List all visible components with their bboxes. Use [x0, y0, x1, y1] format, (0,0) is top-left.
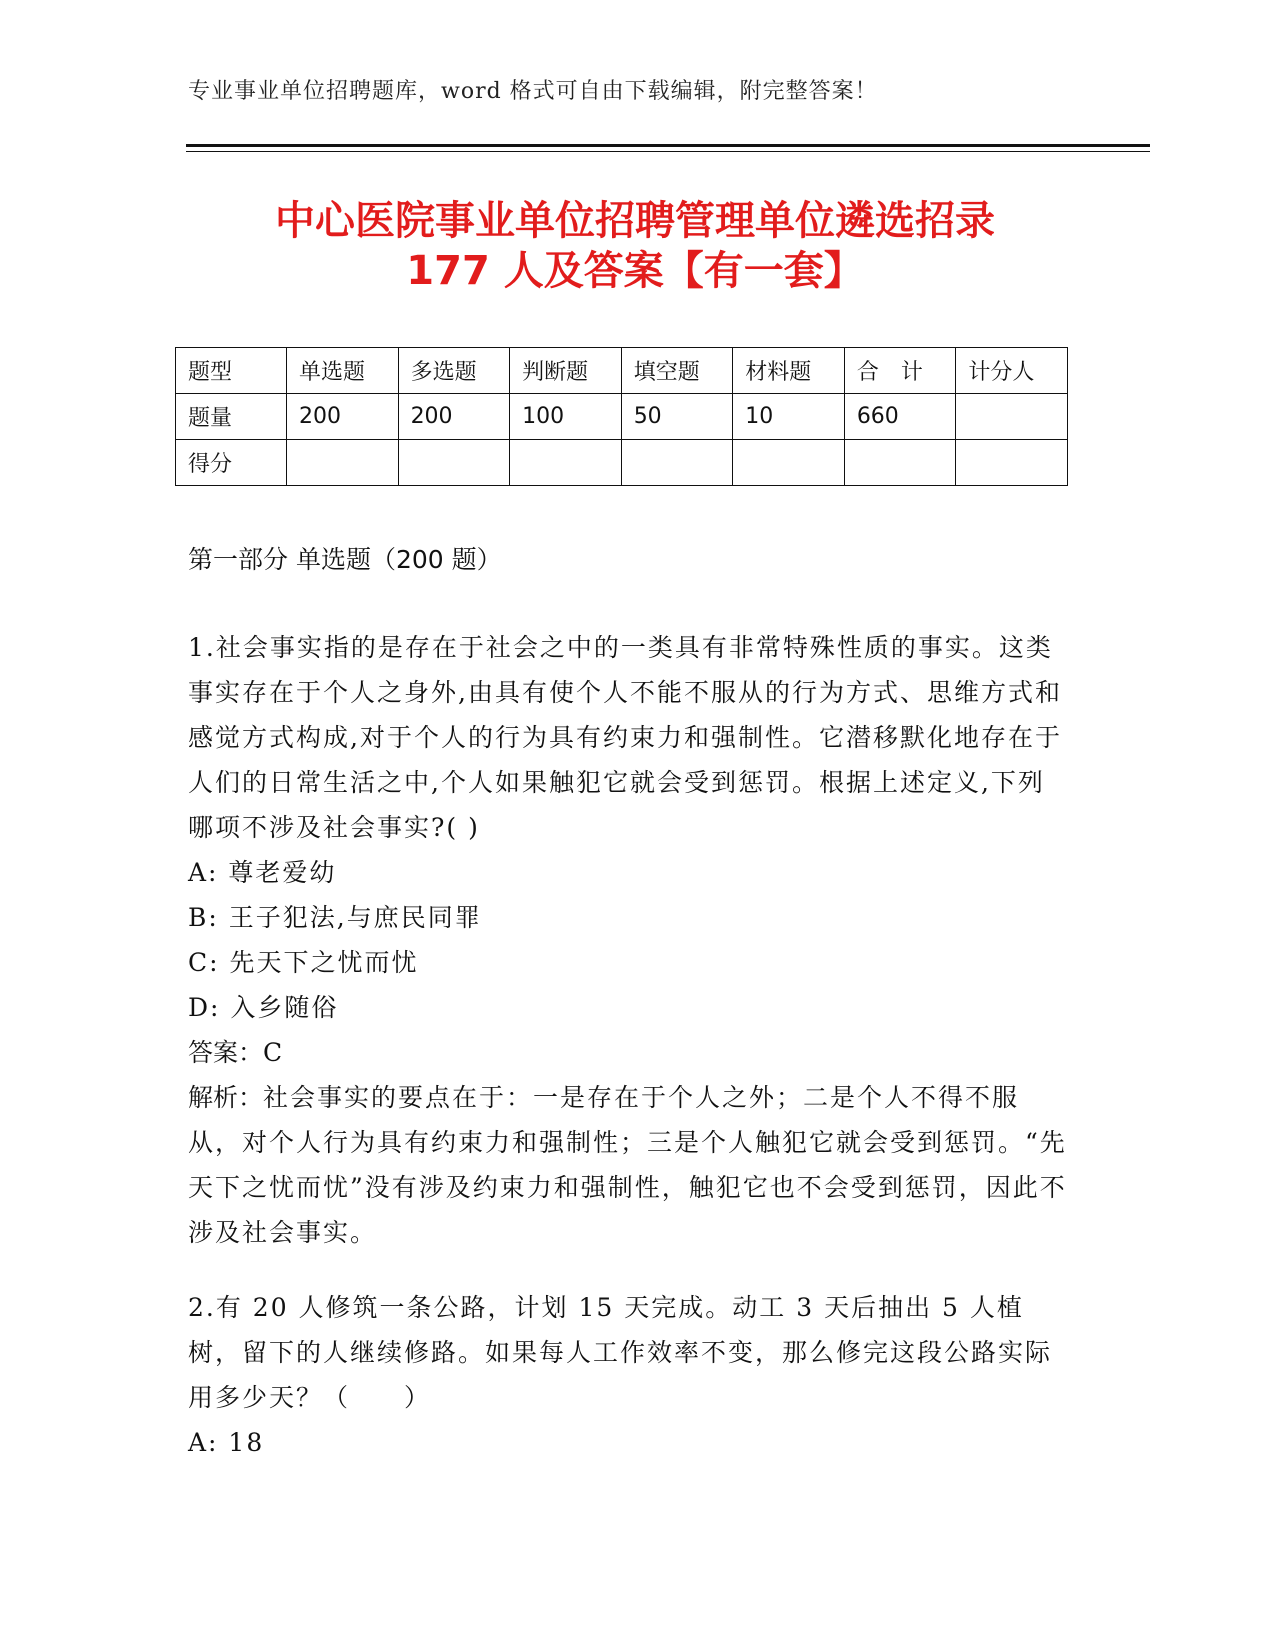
table-cell	[733, 440, 845, 486]
option-b: B: 王子犯法,与庶民同罪	[188, 903, 482, 932]
question-stem: 2.有 20 人修筑一条公路，计划 15 天完成。动工 3 天后抽出 5 人植树，留下的人继续修路。如果每人工作效率不变，那么修完这段公路实际用多少天？（ ）	[188, 1293, 1053, 1412]
header-rule-thin	[186, 151, 1150, 152]
table-cell: 多选题	[398, 348, 510, 394]
analysis-text: 社会事实的要点在于：一是存在于个人之外；二是个人不得不服从，对个人行为具有约束力和强制性；三是个人触犯它就会受到惩罚。“先天下之忧而忧”没有涉及约束力和强制性，触犯它也不会受到惩罚，因此不涉及社会事实。	[188, 1083, 1067, 1247]
score-table	[175, 347, 1068, 486]
table-cell	[844, 440, 956, 486]
score-table-count-row	[176, 394, 1068, 440]
table-cell: 得分	[176, 440, 287, 486]
answer-label: 答案：	[188, 1038, 264, 1067]
table-cell	[510, 440, 622, 486]
analysis-label: 解析：	[188, 1083, 264, 1112]
table-cell: 单选题	[287, 348, 399, 394]
option-c: C: 先天下之忧而忧	[188, 948, 419, 977]
question-1	[188, 625, 1068, 1255]
table-cell: 题型	[176, 348, 287, 394]
table-cell: 10	[733, 394, 845, 440]
analysis-paragraph	[188, 1075, 1068, 1255]
table-cell	[287, 440, 399, 486]
option-d: D: 入乡随俗	[188, 993, 339, 1022]
table-cell	[398, 440, 510, 486]
option-a: A: 18	[188, 1428, 265, 1457]
title-line-2: 177 人及答案【有一套】	[406, 248, 864, 294]
table-cell	[621, 440, 733, 486]
table-cell: 题量	[176, 394, 287, 440]
answer-line	[188, 1030, 1068, 1075]
option-a: A: 尊老爱幼	[188, 858, 337, 887]
table-cell: 填空题	[621, 348, 733, 394]
table-cell: 200	[398, 394, 510, 440]
table-cell: 100	[510, 394, 622, 440]
table-cell: 合 计	[844, 348, 956, 394]
header-note: 专业事业单位招聘题库，word 格式可自由下载编辑，附完整答案！	[188, 79, 878, 104]
table-cell	[956, 440, 1068, 486]
header-rule-thick	[186, 144, 1150, 147]
table-cell: 50	[621, 394, 733, 440]
table-cell: 计分人	[956, 348, 1068, 394]
table-cell: 200	[287, 394, 399, 440]
title-line-1: 中心医院事业单位招聘管理单位遴选招录	[275, 198, 995, 244]
document-title	[140, 196, 1130, 296]
section-title: 第一部分 单选题（200 题）	[188, 545, 502, 574]
score-table-header-row	[176, 348, 1068, 394]
question-2	[188, 1285, 1068, 1465]
question-stem: 1.社会事实指的是存在于社会之中的一类具有非常特殊性质的事实。这类事实存在于个人之身外,由具有使个人不能不服从的行为方式、思维方式和感觉方式构成,对于个人的行为具有约束力和强制性。它潜移默化地存在于人们的日常生活之中,个人如果触犯它就会受到惩罚。根据上述定义,下列哪项不涉及社会事实?( )	[188, 633, 1062, 842]
answer-value: C	[263, 1038, 285, 1067]
table-cell: 660	[844, 394, 956, 440]
table-cell: 判断题	[510, 348, 622, 394]
table-cell: 材料题	[733, 348, 845, 394]
table-cell	[956, 394, 1068, 440]
score-table-score-row	[176, 440, 1068, 486]
